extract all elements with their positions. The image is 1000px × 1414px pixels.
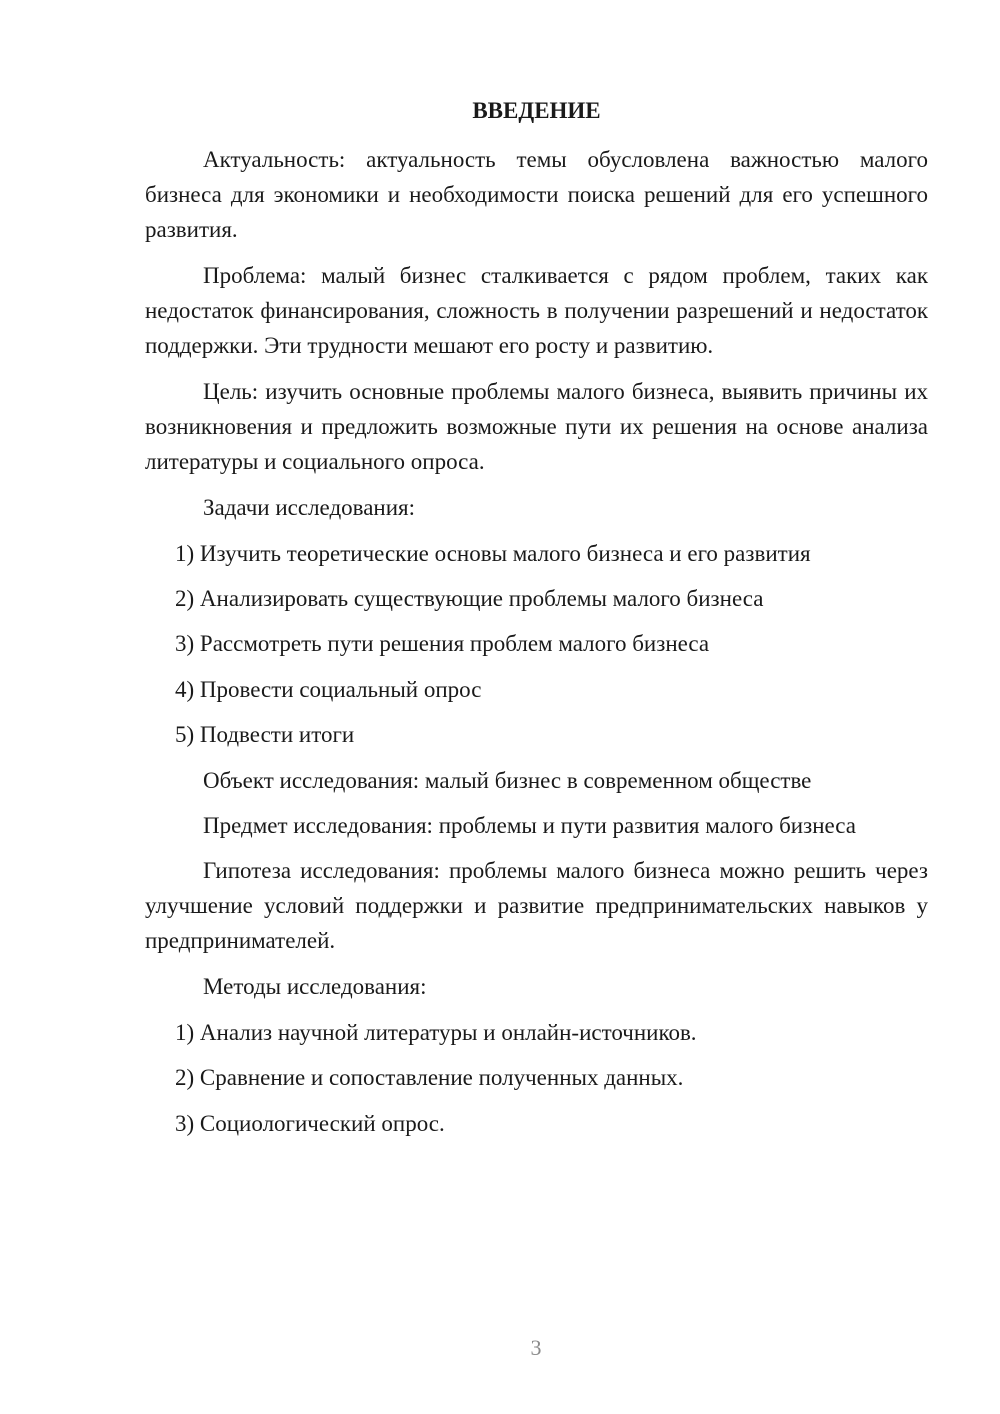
task-item: 2) Анализировать существующие проблемы малого бизнеса: [175, 586, 764, 611]
page-number: 3: [530, 1335, 542, 1360]
method-item: 3) Социологический опрос.: [175, 1111, 445, 1136]
goal-paragraph: Цель: изучить основные проблемы малого бизнеса, выявить причины их возникновения и предложить возможные пути их решения на основе анализа литературы и социального опроса.: [145, 379, 928, 474]
subject-paragraph: Предмет исследования: проблемы и пути развития малого бизнеса: [203, 813, 856, 838]
method-item: 2) Сравнение и сопоставление полученных данных.: [175, 1065, 684, 1090]
object-paragraph: Объект исследования: малый бизнес в современном обществе: [203, 768, 812, 793]
problem-paragraph: Проблема: малый бизнес сталкивается с рядом проблем, таких как недостаток финансирования, сложность в получении разрешений и недостаток поддержки. Эти трудности мешают его росту и развитию.: [145, 263, 928, 358]
methods-heading: Методы исследования:: [203, 974, 427, 999]
task-item: 1) Изучить теоретические основы малого бизнеса и его развития: [175, 541, 811, 566]
task-item: 5) Подвести итоги: [175, 722, 355, 747]
page-title: ВВЕДЕНИЕ: [472, 98, 601, 123]
tasks-heading: Задачи исследования:: [203, 495, 416, 520]
method-item: 1) Анализ научной литературы и онлайн-источников.: [175, 1020, 697, 1045]
task-item: 3) Рассмотреть пути решения проблем малого бизнеса: [175, 631, 710, 656]
task-item: 4) Провести социальный опрос: [175, 677, 482, 702]
hypothesis-paragraph: Гипотеза исследования: проблемы малого бизнеса можно решить через улучшение условий поддержки и развитие предпринимательских навыков у предпринимателей.: [145, 858, 928, 953]
relevance-paragraph: Актуальность: актуальность темы обусловлена важностью малого бизнеса для экономики и необходимости поиска решений для его успешного развития.: [145, 147, 928, 242]
